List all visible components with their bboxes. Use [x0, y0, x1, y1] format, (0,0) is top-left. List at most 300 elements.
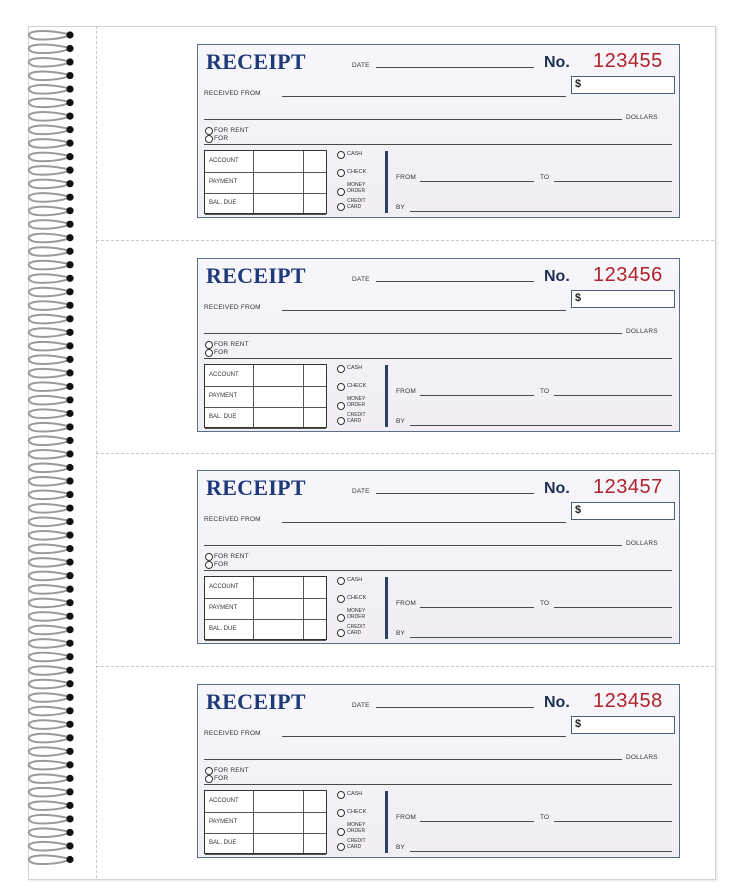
spiral-coil [29, 612, 68, 621]
spiral-coil [29, 112, 68, 121]
payment-row[interactable] [205, 172, 326, 194]
for-radio[interactable] [205, 135, 213, 143]
cash-label: CASH [347, 151, 363, 157]
account-label: ACCOUNT [209, 158, 239, 164]
spiral-coil [29, 220, 68, 229]
binding-hole [66, 640, 73, 647]
spiral-coil [29, 464, 68, 473]
for-field[interactable] [204, 144, 672, 145]
binding-hole [66, 126, 73, 133]
by-field[interactable] [410, 211, 672, 212]
dollar-sign: $ [575, 292, 582, 304]
binding-hole [66, 72, 73, 79]
dollars-written-field[interactable] [204, 333, 622, 334]
binding-hole [66, 626, 73, 633]
spiral-coil [29, 58, 68, 67]
check-radio[interactable] [337, 383, 345, 391]
from-field[interactable] [420, 181, 534, 182]
cash-radio[interactable] [337, 577, 345, 585]
account-table [204, 364, 327, 428]
for-field[interactable] [204, 570, 672, 571]
spiral-coil [29, 558, 68, 567]
spiral-coil [29, 599, 68, 608]
spiral-coil [29, 31, 68, 40]
column-divider [303, 791, 304, 853]
received-from-label: RECEIVED FROM [204, 516, 261, 523]
account-row[interactable] [205, 151, 326, 173]
binding-hole [66, 545, 73, 552]
column-divider [303, 577, 304, 639]
dollars-written-field[interactable] [204, 545, 622, 546]
to-label: TO [540, 600, 550, 607]
receipt-form [197, 470, 680, 644]
credit-card-label-line1: CREDIT [347, 624, 366, 630]
from-label: FROM [396, 814, 416, 821]
for-rent-label: FOR RENT [214, 127, 249, 134]
amount-field[interactable] [571, 290, 675, 308]
spiral-coil [29, 153, 68, 162]
spiral-coil [29, 261, 68, 270]
credit-card-radio[interactable] [337, 629, 345, 637]
spiral-coil [29, 450, 68, 459]
section-divider-bar [385, 577, 388, 639]
binding-hole [66, 315, 73, 322]
account-table [204, 790, 327, 854]
for-rent-label: FOR RENT [214, 767, 249, 774]
spiral-coil [29, 761, 68, 770]
spiral-coil [29, 328, 68, 337]
binding-hole [66, 653, 73, 660]
binding-hole [66, 261, 73, 268]
binding-hole [66, 383, 73, 390]
check-radio[interactable] [337, 809, 345, 817]
to-label: TO [540, 814, 550, 821]
bal-due-label: BAL. DUE [209, 626, 237, 632]
spiral-coil [29, 585, 68, 594]
money-order-radio[interactable] [337, 402, 345, 410]
by-field[interactable] [410, 425, 672, 426]
receipt-title: RECEIPT [206, 49, 306, 74]
tear-perforation [96, 453, 714, 454]
spiral-coil [29, 626, 68, 635]
receipt-title: RECEIPT [206, 263, 306, 288]
credit-card-label-line2: CARD [347, 418, 362, 424]
spiral-coil [29, 139, 68, 148]
binding-hole [66, 99, 73, 106]
spiral-coil [29, 747, 68, 756]
binding-hole [66, 721, 73, 728]
dollars-written-field[interactable] [204, 119, 622, 120]
number-label: No. [544, 480, 570, 497]
spiral-coil [29, 166, 68, 175]
dollar-sign: $ [575, 718, 582, 730]
payment-label: PAYMENT [209, 179, 238, 185]
spiral-coil [29, 680, 68, 689]
binding-hole [66, 450, 73, 457]
receipt-title: RECEIPT [206, 475, 306, 500]
binding-hole [66, 167, 73, 174]
binding-hole [66, 815, 73, 822]
spiral-coil [29, 315, 68, 324]
for-radio[interactable] [205, 775, 213, 783]
binding-hole [66, 85, 73, 92]
spiral-coil [29, 855, 68, 864]
to-field[interactable] [554, 181, 672, 182]
column-divider [253, 151, 254, 213]
binding-hole [66, 302, 73, 309]
spiral-coil [29, 288, 68, 297]
binding-hole [66, 734, 73, 741]
credit-card-label-line2: CARD [347, 844, 362, 850]
binding-hole [66, 234, 73, 241]
account-row[interactable] [205, 791, 326, 813]
cash-radio[interactable] [337, 365, 345, 373]
date-field[interactable] [376, 493, 534, 494]
spiral-coil [29, 734, 68, 743]
binding-hole [66, 856, 73, 863]
from-label: FROM [396, 174, 416, 181]
binding-hole [66, 586, 73, 593]
for-label: FOR [214, 775, 229, 782]
spiral-coil [29, 707, 68, 716]
binding-hole [66, 667, 73, 674]
date-label: DATE [352, 276, 370, 283]
for-rent-radio[interactable] [205, 553, 213, 561]
for-rent-label: FOR RENT [214, 553, 249, 560]
credit-card-radio[interactable] [337, 417, 345, 425]
spiral-coil [29, 491, 68, 500]
binding-hole [66, 572, 73, 579]
binding-hole [66, 802, 73, 809]
check-radio[interactable] [337, 595, 345, 603]
binding-hole [66, 423, 73, 430]
binding-hole [66, 829, 73, 836]
spiral-coil [29, 45, 68, 54]
payment-row[interactable] [205, 386, 326, 408]
spiral-coil [29, 396, 68, 405]
cash-label: CASH [347, 791, 363, 797]
spiral-coil [29, 666, 68, 675]
date-label: DATE [352, 62, 370, 69]
binding-hole [66, 45, 73, 52]
received-from-label: RECEIVED FROM [204, 90, 261, 97]
received-from-field[interactable] [282, 736, 566, 737]
to-field[interactable] [554, 395, 672, 396]
binding-hole [66, 842, 73, 849]
spiral-coil [29, 477, 68, 486]
check-label: CHECK [347, 595, 367, 601]
account-table [204, 576, 327, 640]
binding-hole [66, 342, 73, 349]
spiral-coil [29, 653, 68, 662]
spiral-coil [29, 828, 68, 837]
date-field[interactable] [376, 67, 534, 68]
binding-hole [66, 329, 73, 336]
for-label: FOR [214, 135, 229, 142]
binding-hole [66, 788, 73, 795]
binding-hole [66, 221, 73, 228]
receipt-number: 123455 [593, 50, 663, 72]
for-rent-label: FOR RENT [214, 341, 249, 348]
spiral-coil [29, 301, 68, 310]
credit-card-label-line2: CARD [347, 204, 362, 210]
spiral-coil [29, 72, 68, 81]
from-label: FROM [396, 600, 416, 607]
spiral-coil [29, 423, 68, 432]
binding-hole [66, 248, 73, 255]
binding-hole [66, 599, 73, 606]
binding-hole [66, 464, 73, 471]
spiral-coil [29, 774, 68, 783]
money-order-radio[interactable] [337, 828, 345, 836]
spiral-coil [29, 99, 68, 108]
account-row[interactable] [205, 577, 326, 599]
spiral-coil [29, 720, 68, 729]
by-label: BY [396, 204, 406, 211]
tear-perforation [96, 240, 714, 241]
binding-hole [66, 207, 73, 214]
from-field[interactable] [420, 607, 534, 608]
date-label: DATE [352, 488, 370, 495]
credit-card-radio[interactable] [337, 203, 345, 211]
binding-hole [66, 775, 73, 782]
payment-label: PAYMENT [209, 393, 238, 399]
received-from-field[interactable] [282, 96, 566, 97]
binding-hole [66, 707, 73, 714]
spiral-coil [29, 409, 68, 418]
for-radio[interactable] [205, 349, 213, 357]
from-label: FROM [396, 388, 416, 395]
account-label: ACCOUNT [209, 372, 239, 378]
number-label: No. [544, 694, 570, 711]
spiral-binding-icon [0, 26, 96, 878]
number-label: No. [544, 268, 570, 285]
to-label: TO [540, 174, 550, 181]
bal-due-row[interactable] [205, 833, 326, 855]
dollars-label: DOLLARS [626, 754, 658, 761]
spiral-coil [29, 801, 68, 810]
binding-hole [66, 153, 73, 160]
binding-hole [66, 761, 73, 768]
binding-hole [66, 369, 73, 376]
spiral-coil [29, 572, 68, 581]
binding-hole [66, 180, 73, 187]
column-divider [253, 365, 254, 427]
for-label: FOR [214, 349, 229, 356]
column-divider [303, 365, 304, 427]
date-label: DATE [352, 702, 370, 709]
binding-hole [66, 504, 73, 511]
spiral-coil [29, 247, 68, 256]
number-label: No. [544, 54, 570, 71]
tear-perforation [96, 666, 714, 667]
column-divider [253, 791, 254, 853]
check-label: CHECK [347, 809, 367, 815]
spiral-coil [29, 504, 68, 513]
for-rent-radio[interactable] [205, 127, 213, 135]
spiral-coil [29, 382, 68, 391]
spiral-coil [29, 436, 68, 445]
spiral-coil [29, 639, 68, 648]
binding-hole [66, 518, 73, 525]
receipt-form [197, 684, 680, 858]
binding-hole [66, 140, 73, 147]
spiral-coil [29, 234, 68, 243]
binding-hole [66, 748, 73, 755]
bal-due-label: BAL. DUE [209, 200, 237, 206]
money-order-label-line1: MONEY [347, 182, 366, 188]
bal-due-row[interactable] [205, 193, 326, 215]
cash-radio[interactable] [337, 151, 345, 159]
bal-due-label: BAL. DUE [209, 840, 237, 846]
dollars-label: DOLLARS [626, 328, 658, 335]
from-field[interactable] [420, 821, 534, 822]
credit-card-label-line1: CREDIT [347, 412, 366, 418]
date-field[interactable] [376, 281, 534, 282]
spiral-coil [29, 355, 68, 364]
dollars-written-field[interactable] [204, 759, 622, 760]
by-label: BY [396, 630, 406, 637]
cash-label: CASH [347, 365, 363, 371]
by-label: BY [396, 418, 406, 425]
received-from-label: RECEIVED FROM [204, 730, 261, 737]
payment-label: PAYMENT [209, 605, 238, 611]
money-order-radio[interactable] [337, 614, 345, 622]
money-order-label-line2: ORDER [347, 828, 366, 834]
receipt-number: 123457 [593, 476, 663, 498]
binding-hole [66, 31, 73, 38]
for-rent-radio[interactable] [205, 767, 213, 775]
payment-label: PAYMENT [209, 819, 238, 825]
binding-hole [66, 491, 73, 498]
credit-card-label-line2: CARD [347, 630, 362, 636]
cash-radio[interactable] [337, 791, 345, 799]
money-order-label-line2: ORDER [347, 402, 366, 408]
money-order-radio[interactable] [337, 188, 345, 196]
money-order-label-line1: MONEY [347, 608, 366, 614]
money-order-label-line1: MONEY [347, 396, 366, 402]
money-order-label-line2: ORDER [347, 614, 366, 620]
binding-hole [66, 477, 73, 484]
binding-hole [66, 112, 73, 119]
dollar-sign: $ [575, 78, 582, 90]
for-rent-radio[interactable] [205, 341, 213, 349]
binding-hole [66, 356, 73, 363]
section-divider-bar [385, 151, 388, 213]
receipt-number: 123458 [593, 690, 663, 712]
check-label: CHECK [347, 169, 367, 175]
stub-perforation [96, 26, 97, 878]
section-divider-bar [385, 365, 388, 427]
credit-card-label-line1: CREDIT [347, 198, 366, 204]
check-radio[interactable] [337, 169, 345, 177]
amount-field[interactable] [571, 502, 675, 520]
to-label: TO [540, 388, 550, 395]
bal-due-row[interactable] [205, 619, 326, 641]
binding-hole [66, 396, 73, 403]
spiral-coil [29, 531, 68, 540]
to-field[interactable] [554, 821, 672, 822]
bal-due-label: BAL. DUE [209, 414, 237, 420]
for-radio[interactable] [205, 561, 213, 569]
amount-field[interactable] [571, 76, 675, 94]
spiral-coil [29, 518, 68, 527]
receipt-form [197, 44, 680, 218]
dollars-label: DOLLARS [626, 540, 658, 547]
account-row[interactable] [205, 365, 326, 387]
column-divider [253, 577, 254, 639]
from-field[interactable] [420, 395, 534, 396]
receipt-number: 123456 [593, 264, 663, 286]
dollar-sign: $ [575, 504, 582, 516]
credit-card-label-line1: CREDIT [347, 838, 366, 844]
binding-hole [66, 680, 73, 687]
by-label: BY [396, 844, 406, 851]
column-divider [303, 151, 304, 213]
amount-field[interactable] [571, 716, 675, 734]
received-from-field[interactable] [282, 522, 566, 523]
spiral-coil [29, 274, 68, 283]
by-field[interactable] [410, 851, 672, 852]
spiral-coil [29, 369, 68, 378]
binding-hole [66, 58, 73, 65]
spiral-coil [29, 693, 68, 702]
spiral-coil [29, 126, 68, 135]
spiral-coil [29, 193, 68, 202]
to-field[interactable] [554, 607, 672, 608]
for-label: FOR [214, 561, 229, 568]
spiral-coil [29, 815, 68, 824]
payment-row[interactable] [205, 598, 326, 620]
spiral-coil [29, 180, 68, 189]
money-order-label-line2: ORDER [347, 188, 366, 194]
binding-hole [66, 694, 73, 701]
binding-hole [66, 194, 73, 201]
section-divider-bar [385, 791, 388, 853]
receipt-form [197, 258, 680, 432]
receipt-title: RECEIPT [206, 689, 306, 714]
account-label: ACCOUNT [209, 798, 239, 804]
dollars-label: DOLLARS [626, 114, 658, 121]
spiral-coil [29, 788, 68, 797]
credit-card-radio[interactable] [337, 843, 345, 851]
check-label: CHECK [347, 383, 367, 389]
binding-hole [66, 559, 73, 566]
cash-label: CASH [347, 577, 363, 583]
for-field[interactable] [204, 358, 672, 359]
spiral-coil [29, 342, 68, 351]
binding-hole [66, 613, 73, 620]
binding-hole [66, 410, 73, 417]
binding-hole [66, 288, 73, 295]
by-field[interactable] [410, 637, 672, 638]
received-from-field[interactable] [282, 310, 566, 311]
money-order-label-line1: MONEY [347, 822, 366, 828]
account-label: ACCOUNT [209, 584, 239, 590]
for-field[interactable] [204, 784, 672, 785]
spiral-coil [29, 207, 68, 216]
account-table [204, 150, 327, 214]
spiral-coil [29, 842, 68, 851]
payment-row[interactable] [205, 812, 326, 834]
binding-hole [66, 437, 73, 444]
spiral-coil [29, 545, 68, 554]
bal-due-row[interactable] [205, 407, 326, 429]
date-field[interactable] [376, 707, 534, 708]
spiral-coil [29, 85, 68, 94]
binding-hole [66, 275, 73, 282]
binding-hole [66, 531, 73, 538]
